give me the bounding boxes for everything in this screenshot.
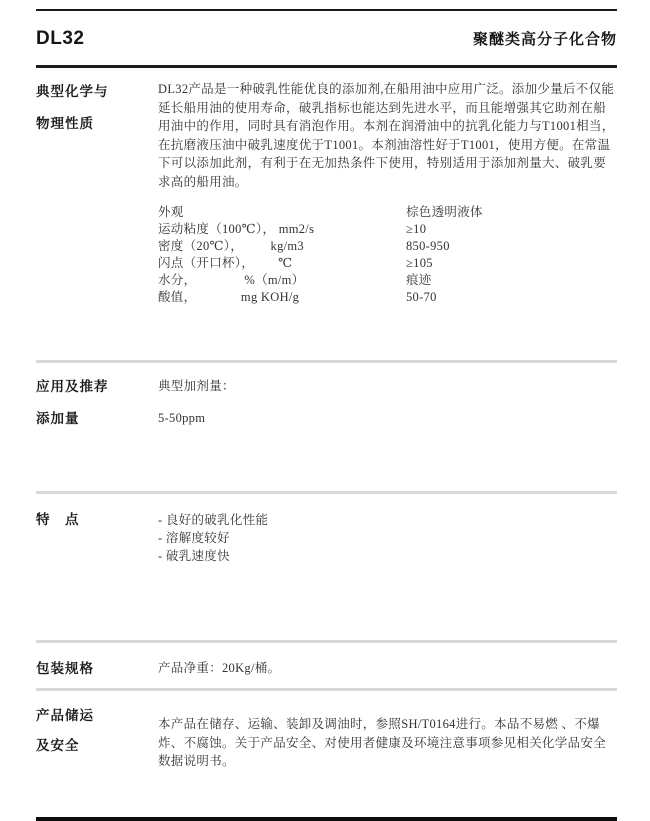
section-label-packaging: 包装规格 <box>36 661 94 676</box>
property-name: 运动粘度（100℃）， mm2/s <box>158 222 315 236</box>
section-divider <box>36 491 617 494</box>
property-name: 闪点（开口杯）， ℃ <box>158 256 293 270</box>
property-name: 水分， %（m/m） <box>158 273 305 287</box>
document-header <box>36 11 617 65</box>
section-properties <box>36 80 617 306</box>
section-label-features: 特 点 <box>36 512 80 527</box>
section-label-dosage: 添加量 <box>36 411 80 426</box>
features-list <box>158 511 617 565</box>
datasheet-page <box>0 9 650 821</box>
section-label-line: 及安全 <box>36 738 80 753</box>
property-value: 痕迹 <box>406 273 432 287</box>
property-value: 50-70 <box>406 290 437 304</box>
header-rule <box>36 65 617 68</box>
application-row <box>36 410 617 427</box>
section-packaging <box>36 660 617 677</box>
table-row <box>158 255 617 272</box>
property-name: 酸值， mg KOH/g <box>158 290 300 304</box>
section-label-properties <box>36 80 158 306</box>
properties-table <box>158 204 617 306</box>
section-features <box>36 511 617 565</box>
storage-text: 本产品在储存、运输、装卸及调油时，参照SH/T0164进行。本品不易燃 、不爆炸、不腐蚀。关于产品安全、对使用者健康及环境注意事项参见相关化学品安全数据说明书。 <box>158 717 607 768</box>
properties-content <box>158 80 617 306</box>
section-application <box>36 378 617 427</box>
feature-item: - 溶解度较好 <box>158 531 230 545</box>
section-label-line: 物理性质 <box>36 116 94 131</box>
section-divider <box>36 688 617 691</box>
application-value: 典型加剂量： <box>158 379 235 393</box>
section-divider <box>36 360 617 363</box>
product-code: DL32 <box>36 28 85 49</box>
property-value: ≥105 <box>406 256 433 270</box>
property-name: 外观 <box>158 205 184 219</box>
section-label-line: 产品储运 <box>36 708 94 723</box>
section-label-line: 典型化学与 <box>36 84 109 99</box>
table-row <box>158 221 617 238</box>
property-value: ≥10 <box>406 222 427 236</box>
table-row <box>158 238 617 255</box>
feature-item: - 良好的破乳化性能 <box>158 513 269 527</box>
section-label-application: 应用及推荐 <box>36 379 109 394</box>
packaging-value: 产品净重：20Kg/桶。 <box>158 661 281 675</box>
table-row <box>158 204 617 221</box>
bottom-rule <box>36 817 617 821</box>
feature-item: - 破乳速度快 <box>158 549 230 563</box>
property-value: 棕色透明液体 <box>406 205 483 219</box>
section-divider <box>36 640 617 643</box>
application-row <box>36 378 617 395</box>
product-title: 聚醚类高分子化合物 <box>472 31 617 48</box>
section-storage <box>36 707 617 771</box>
property-name: 密度（20℃）， kg/m3 <box>158 239 304 253</box>
product-description: DL32产品是一种破乳性能优良的添加剂,在船用油中应用广泛。添加少量后不仅能延长船用油的使用寿命，破乳指标也能达到先进水平，而且能增强其它助剂在船用油中的作用，同时具有消泡作用。本剂在润滑油中的抗乳化能力与T1001相当，在抗磨液压油中破乳速度优于T1001。本剂油溶性好于T1001，使用方便。在常温下可以添加此剂，有利于在无加热条件下使用，特别适用于添加剂量大、破乳要求高的船用油。 <box>158 82 615 189</box>
dosage-value: 5-50ppm <box>158 411 206 425</box>
table-row <box>158 289 617 306</box>
property-value: 850-950 <box>406 239 450 253</box>
table-row <box>158 272 617 289</box>
section-label-storage <box>36 707 158 771</box>
